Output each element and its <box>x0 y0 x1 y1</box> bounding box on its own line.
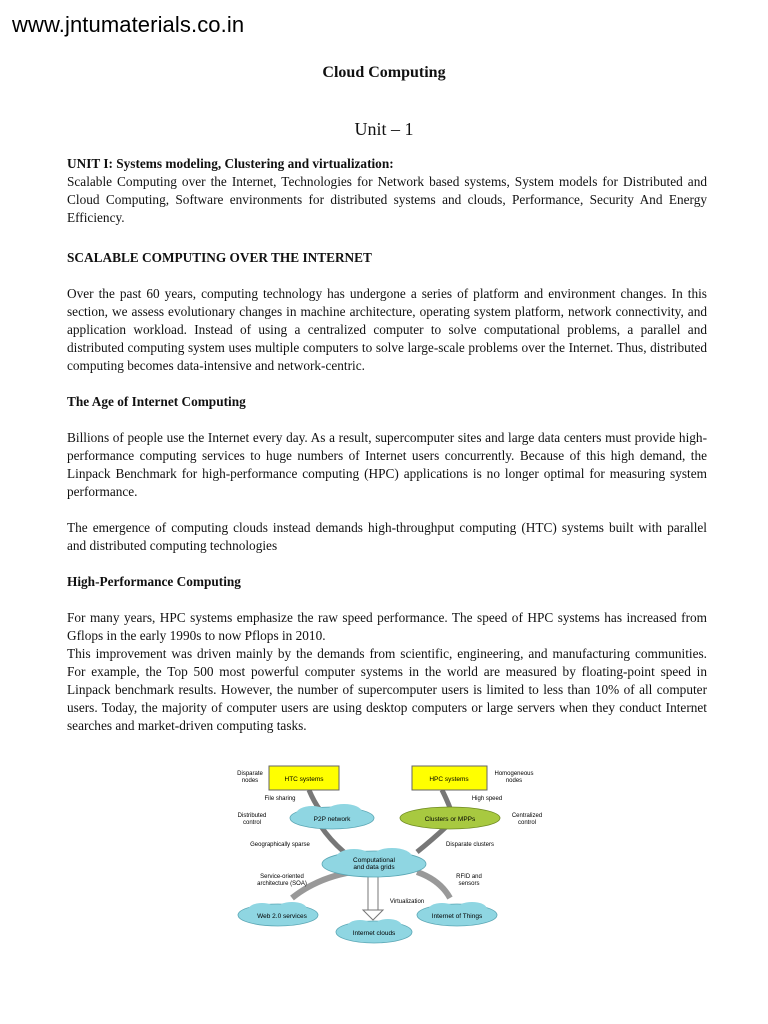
label-virtualization: Virtualization <box>389 899 425 905</box>
arrow-hpc-to-clusters <box>442 790 450 808</box>
section-heading-hpc: High-Performance Computing <box>67 574 241 589</box>
paragraph-internet-computing-2: The emergence of computing clouds instead demands high-throughput computing (HTC) systems built with parallel and distributed computing technologies <box>67 520 707 553</box>
label-geographically-sparse: Geographically sparse <box>250 842 310 848</box>
label-service-oriented: Service-oriented <box>260 874 304 880</box>
section-heading-scalable-computing: SCALABLE COMPUTING OVER THE INTERNET <box>67 250 372 265</box>
label-homogeneous: Homogeneous <box>494 771 534 777</box>
document-body <box>67 155 707 735</box>
arrow-grids-to-clouds <box>368 872 378 912</box>
label-control-2: control <box>517 820 537 826</box>
label-sensors: sensors <box>458 881 480 887</box>
document-title: Cloud Computing <box>322 64 446 81</box>
internet-clouds-label: Internet clouds <box>352 930 396 937</box>
paragraph-hpc-2: This improvement was driven mainly by the demands from scientific, engineering, and manufacturing communities. For example, the Top 500 most powerful computer systems in the world are measured by floating-point speed in Linpack benchmark results. However, the number of supercomputer users is limited to less than 10% of all computer users. Today, the majority of computer users are using desktop computers or large servers when they conduct Internet searches and market-driven computing tasks. <box>67 646 707 733</box>
arrow-grids-to-iot <box>417 872 450 898</box>
label-nodes-2: nodes <box>505 778 523 784</box>
section-heading-internet-computing: The Age of Internet Computing <box>67 394 246 409</box>
label-disparate: Disparate <box>237 771 263 777</box>
label-computational: Computational <box>353 857 395 864</box>
unit-topic-heading: UNIT I: Systems modeling, Clustering and virtualization: <box>67 156 394 171</box>
hpc-systems-label: HPC systems <box>429 776 469 783</box>
label-disparate-clusters: Disparate clusters <box>445 842 495 848</box>
internet-of-things-label: Internet of Things <box>431 913 483 920</box>
clusters-mpps-label: Clusters or MPPs <box>424 816 476 823</box>
unit-heading: Unit – 1 <box>354 119 414 139</box>
arrow-clusters-to-grids <box>417 826 447 852</box>
site-url-header: www.jntumaterials.co.in <box>12 12 245 37</box>
label-distributed: Distributed <box>237 813 267 819</box>
label-centralized: Centralized <box>511 813 543 819</box>
paragraph-internet-computing-1: Billions of people use the Internet every day. As a result, supercomputer sites and large data centers must provide high-performance computing services to huge numbers of Internet users concurrently. Because of this high demand, the Linpack Benchmark for high-performance computing (HPC) applications is no longer optimal for measuring system performance. <box>67 430 707 499</box>
paragraph-hpc-1: For many years, HPC systems emphasize the raw speed performance. The speed of HPC systems has increased from Gflops in the early 1990s to now Pflops in 2010. <box>67 610 707 643</box>
unit-topic-list: Scalable Computing over the Internet, Technologies for Network based systems, System models for Distributed and Cloud Computing, Software environments for distributed systems and clouds, Performance, Security And Energy Efficiency. <box>67 174 707 225</box>
p2p-network-label: P2P network <box>313 816 351 823</box>
paragraph-scalable-computing: Over the past 60 years, computing technology has undergone a series of platform and environment changes. In this section, we assess evolutionary changes in machine architecture, operating system platform, network connectivity, and application workload. Instead of using a centralized computer to solve computational problems, a parallel and distributed computing system uses multiple computers to solve large-scale problems over the Internet. Thus, distributed computing becomes data-intensive and network-centric. <box>67 286 707 373</box>
label-nodes: nodes <box>241 778 259 784</box>
label-rfid: RFID and <box>456 874 482 880</box>
label-data-grids: and data grids <box>353 864 395 871</box>
htc-systems-label: HTC systems <box>284 776 324 783</box>
computing-evolution-diagram <box>232 760 552 950</box>
label-file-sharing: File sharing <box>264 796 296 802</box>
label-soa: architecture (SOA) <box>257 881 307 887</box>
web20-services-label: Web 2.0 services <box>257 913 307 920</box>
label-high-speed: High speed <box>471 796 503 802</box>
label-control: control <box>242 820 262 826</box>
